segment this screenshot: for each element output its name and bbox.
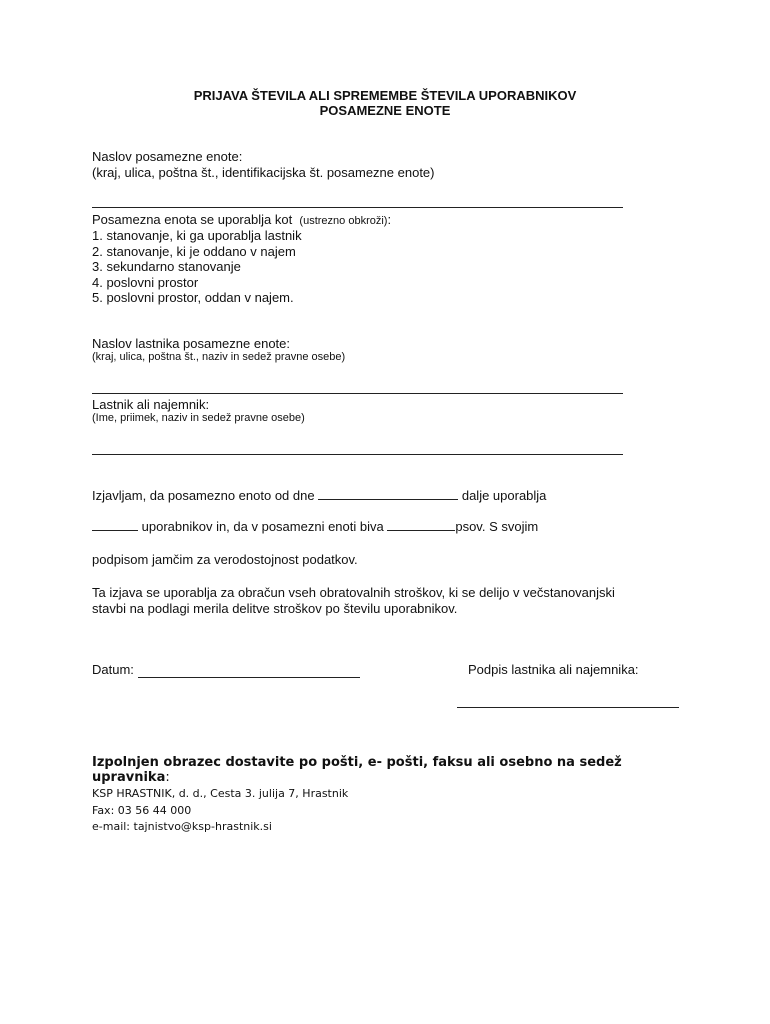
declaration-text-3: uporabnikov in, da v posamezni enoti biva	[141, 519, 384, 534]
declaration-text-1: Izjavljam, da posamezno enoto od dne	[92, 488, 315, 503]
usage-label: Posamezna enota se uporablja kot	[92, 212, 293, 227]
delivery-instruction-word: upravnika	[92, 770, 166, 785]
usage-option-3[interactable]: 3. sekundarno stanovanje	[92, 259, 241, 274]
form-title-line1: PRIJAVA ŠTEVILA ALI SPREMEMBE ŠTEVILA UPORABNIKOV	[193, 88, 577, 103]
declaration-text-4: psov. S svojim	[455, 519, 539, 534]
unit-address-field-line[interactable]	[92, 207, 623, 208]
declaration-text-2: dalje uporablja	[461, 488, 547, 503]
start-date-field[interactable]	[318, 487, 458, 500]
owner-tenant-field-line[interactable]	[92, 454, 623, 455]
delivery-instruction-line2	[92, 770, 170, 786]
usage-option-1[interactable]: 1. stanovanje, ki ga uporablja lastnik	[92, 228, 302, 243]
owner-address-hint: (kraj, ulica, poštna št., naziv in sedež pravne osebe)	[92, 351, 346, 363]
delivery-instruction-colon: :	[165, 770, 170, 785]
owner-address-label: Naslov lastnika posamezne enote:	[92, 336, 291, 351]
dog-count-field[interactable]	[387, 518, 455, 531]
owner-address-field-line[interactable]	[92, 393, 623, 394]
signature-field-line[interactable]	[457, 707, 679, 708]
usage-label-row	[92, 212, 391, 229]
usage-note-line2: stavbi na podlagi merila delitve stroškov po številu uporabnikov.	[92, 601, 458, 616]
form-title-line2: POSAMEZNE ENOTE	[319, 103, 451, 118]
company-address: KSP HRASTNIK, d. d., Cesta 3. julija 7, Hrastnik	[92, 787, 349, 800]
owner-tenant-label: Lastnik ali najemnik:	[92, 397, 210, 412]
owner-tenant-hint: (Ime, priimek, naziv in sedež pravne osebe)	[92, 412, 305, 424]
user-count-field[interactable]	[92, 518, 138, 531]
declaration-line1	[92, 487, 546, 503]
usage-option-5[interactable]: 5. poslovni prostor, oddan v najem.	[92, 290, 294, 305]
signature-label: Podpis lastnika ali najemnika:	[468, 662, 639, 677]
usage-colon: :	[387, 212, 392, 227]
date-field-line[interactable]	[138, 677, 360, 678]
declaration-line3: podpisom jamčim za verodostojnost podatkov.	[92, 552, 358, 567]
usage-note-line1: Ta izjava se uporablja za obračun vseh obratovalnih stroškov, ki se delijo v večstanovanjski	[92, 585, 615, 600]
date-label: Datum:	[92, 662, 134, 677]
unit-address-hint: (kraj, ulica, poštna št., identifikacijska št. posamezne enote)	[92, 165, 435, 180]
unit-address-label: Naslov posamezne enote:	[92, 149, 243, 164]
declaration-line2	[92, 518, 538, 534]
delivery-instruction-line1: Izpolnjen obrazec dostavite po pošti, e- pošti, faksu ali osebno na sedež	[92, 755, 622, 770]
company-fax: Fax: 03 56 44 000	[92, 804, 192, 817]
usage-option-4[interactable]: 4. poslovni prostor	[92, 275, 199, 290]
company-email[interactable]: e-mail: tajnistvo@ksp-hrastnik.si	[92, 820, 272, 833]
usage-hint: (ustrezno obkroži)	[299, 215, 388, 227]
usage-option-2[interactable]: 2. stanovanje, ki je oddano v najem	[92, 244, 296, 259]
